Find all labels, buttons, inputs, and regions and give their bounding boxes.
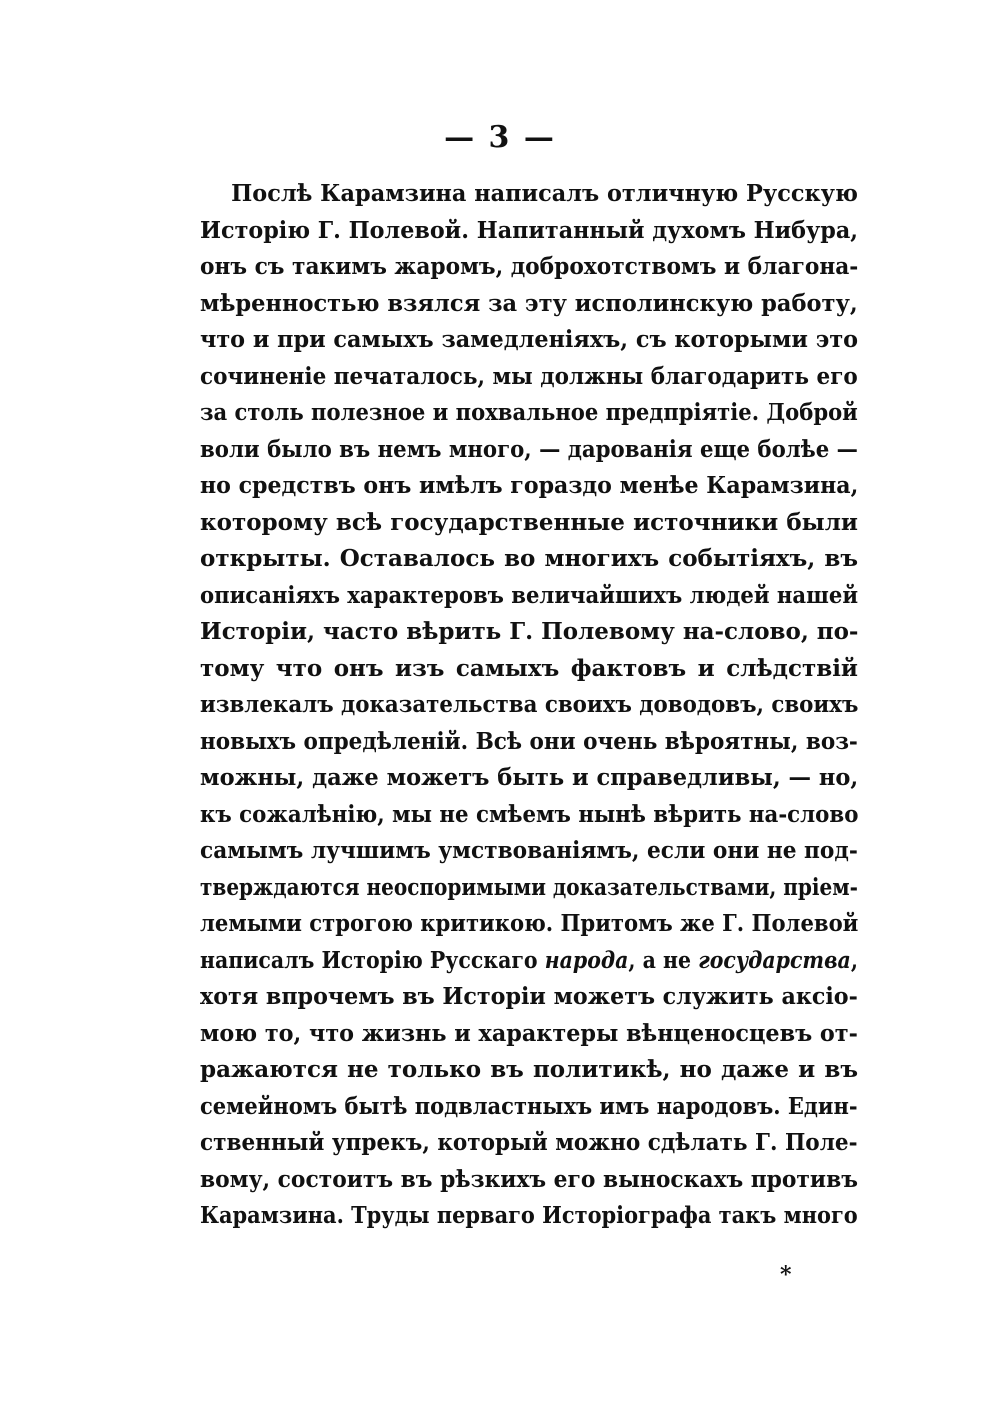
text-line: извлекалъ доказательства своихъ доводовъ, своихъ (200, 691, 859, 718)
text-fragment: написалъ Исторію Русскаго (200, 946, 538, 974)
text-line: Послѣ Карамзина написалъ отличную Русскую (231, 180, 858, 207)
text-line: къ сожалѣнію, мы не смѣемъ нынѣ вѣрить на-слово (200, 800, 859, 828)
text-line: мою то, что жизнь и характеры вѣнценосцевъ от- (200, 1019, 858, 1047)
text-fragment: , (850, 946, 858, 974)
text-line: семейномъ бытѣ подвластныхъ имъ народовъ. Един- (200, 1092, 858, 1120)
italic-word-gosudarstvo: государства (698, 946, 851, 974)
text-line: мѣренностью взялся за эту исполинскую работу, (200, 289, 858, 317)
text-line: тому что онъ изъ самыхъ фактовъ и слѣдствій (200, 654, 858, 682)
text-line: которому всѣ государственные источники были (200, 508, 858, 536)
text-line: ражаются не только въ политикѣ, но даже и въ (200, 1056, 858, 1083)
text-line: новыхъ опредѣленій. Всѣ они очень вѣроятны, воз- (200, 727, 858, 755)
text-line: но средствъ онъ имѣлъ гораздо менѣе Карамзина, (200, 472, 859, 499)
text-line: Карамзина. Труды перваго Исторіографа такъ много (200, 1202, 858, 1229)
text-fragment: , а не (628, 946, 692, 974)
text-line: описаніяхъ характеровъ величайшихъ людей нашей (200, 581, 859, 609)
text-line: ственный упрекъ, который можно сдѣлать Г. Поле- (200, 1129, 858, 1156)
text-line: что и при самыхъ замедленіяхъ, съ которыми это (200, 326, 859, 353)
text-line: можны, даже можетъ быть и справедливы, — но, (200, 764, 859, 791)
text-line: за столь полезное и похвальное предпріятіе. Доброй (200, 399, 858, 426)
text-line: Исторіи, часто вѣрить Г. Полевому на-слово, по- (200, 618, 859, 645)
text-line: онъ съ такимъ жаромъ, доброхотствомъ и благона- (200, 253, 859, 280)
text-line-with-italics (200, 943, 858, 980)
text-line: хотя впрочемъ въ Исторіи можетъ служить аксіо- (200, 983, 858, 1010)
text-line: самымъ лучшимъ умствованіямъ, если они не под- (200, 837, 858, 864)
text-line: воли было въ немъ много, — дарованія еще болѣе — (200, 435, 858, 463)
signature-mark: * (780, 1262, 792, 1288)
text-line: тверждаются неоспоримыми доказательствами, пріем- (200, 873, 858, 901)
body-text (200, 176, 858, 1235)
text-line: лемыми строгою критикою. Притомъ же Г. Полевой (200, 910, 859, 937)
text-line: Исторію Г. Полевой. Напитанный духомъ Нибура, (200, 216, 858, 244)
page-number: — 3 — (444, 120, 556, 155)
italic-word-narod: народа (544, 946, 629, 974)
text-line: открыты. Оставалось во многихъ событіяхъ, въ (200, 545, 858, 572)
text-line: вому, состоитъ въ рѣзкихъ его выноскахъ противъ (200, 1165, 858, 1193)
text-line: сочиненіе печаталось, мы должны благодарить его (200, 362, 858, 390)
